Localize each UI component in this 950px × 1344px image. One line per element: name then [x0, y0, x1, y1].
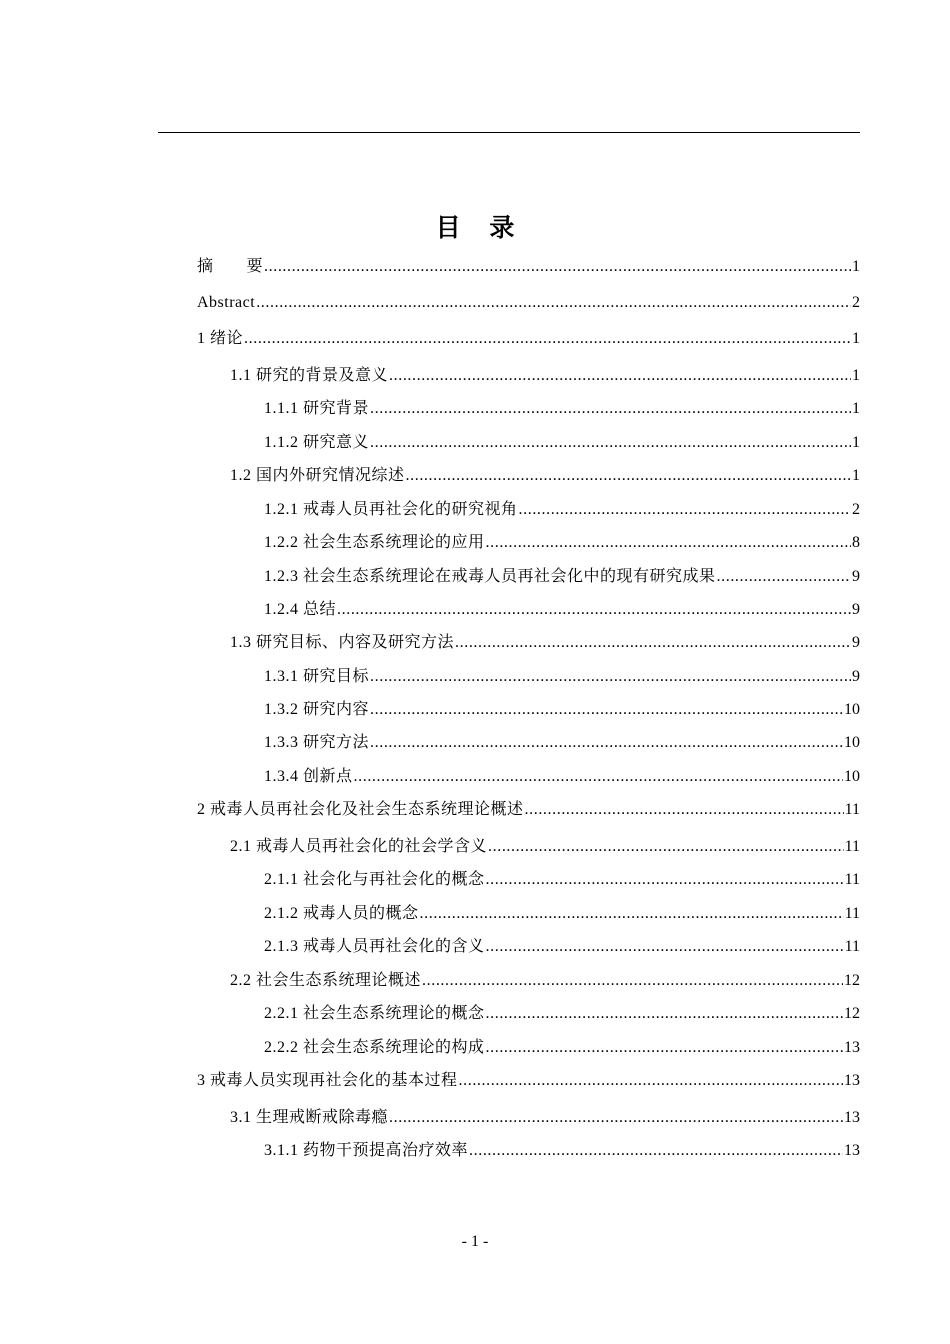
toc-entry[interactable]	[264, 1134, 860, 1168]
dot-leader	[459, 1071, 843, 1091]
toc-entry-label: 1.3.1 研究目标	[264, 668, 370, 685]
toc-entry-label: 2 戒毒人员再社会化及社会生态系统理论概述	[197, 801, 524, 818]
dot-leader	[422, 971, 843, 991]
toc-entry-label: 1.3 研究目标、内容及研究方法	[230, 634, 455, 651]
toc-entry[interactable]	[230, 1101, 860, 1135]
toc-entry-page: 11	[844, 871, 860, 888]
toc-entry-page: 2	[852, 501, 860, 518]
toc-entry-page: 1	[852, 367, 860, 384]
toc-entry[interactable]	[230, 626, 860, 660]
toc-entry-page: 13	[844, 1039, 860, 1056]
toc-entry-label: 1.3.2 研究内容	[264, 701, 370, 718]
header-rule	[158, 132, 860, 133]
toc-entry-page: 8	[852, 534, 860, 551]
toc-entry[interactable]	[230, 830, 860, 864]
toc-entry-page: 11	[844, 905, 860, 922]
toc-entry-label: 1.1.1 研究背景	[264, 400, 370, 417]
toc-entry[interactable]	[230, 964, 860, 998]
toc-entry[interactable]	[264, 1031, 860, 1065]
toc-entry[interactable]	[197, 286, 860, 320]
toc-entry-label: 2.1 戒毒人员再社会化的社会学含义	[230, 838, 488, 855]
toc-entry-label: 2.1.2 戒毒人员的概念	[264, 905, 419, 922]
dot-leader	[389, 1108, 843, 1128]
dot-leader	[486, 937, 844, 957]
toc-entry-page: 9	[852, 601, 860, 618]
dot-leader	[486, 870, 844, 890]
dot-leader	[370, 733, 843, 753]
toc-entry[interactable]	[264, 930, 860, 964]
toc-entry-label: 1.2.2 社会生态系统理论的应用	[264, 534, 485, 551]
toc-entry-page: 10	[844, 701, 860, 718]
dot-leader	[389, 366, 851, 386]
toc-entry-label: 2.2.2 社会生态系统理论的构成	[264, 1039, 485, 1056]
toc-entry-page: 11	[844, 801, 860, 818]
dot-leader	[486, 533, 851, 553]
dot-leader	[370, 433, 851, 453]
toc-entry-page: 11	[844, 938, 860, 955]
toc-entry-page: 9	[852, 668, 860, 685]
toc-entry-page: 13	[844, 1072, 860, 1089]
toc-entry[interactable]	[197, 322, 860, 356]
toc-entry-page: 1	[852, 434, 860, 451]
toc-entry[interactable]	[197, 793, 860, 827]
toc-entry-page: 12	[844, 1005, 860, 1022]
toc-entry-page: 9	[852, 568, 860, 585]
toc-entry[interactable]	[264, 493, 860, 527]
dot-leader	[256, 293, 851, 313]
dot-leader	[244, 329, 851, 349]
toc-entry-label: 1.1.2 研究意义	[264, 434, 370, 451]
toc-entry[interactable]	[230, 459, 860, 493]
dot-leader	[370, 399, 851, 419]
toc-entry-label: 2.1.1 社会化与再社会化的概念	[264, 871, 485, 888]
toc-entry-page: 12	[844, 972, 860, 989]
dot-leader	[469, 1141, 843, 1161]
toc-entry-page: 1	[852, 258, 860, 275]
toc-entry[interactable]	[197, 1064, 860, 1098]
toc-entry[interactable]	[264, 863, 860, 897]
toc-entry-label: 1.1 研究的背景及意义	[230, 367, 389, 384]
dot-leader	[370, 667, 851, 687]
toc-entry[interactable]	[264, 660, 860, 694]
toc-entry-label: 3.1 生理戒断戒除毒瘾	[230, 1109, 389, 1126]
dot-leader	[717, 567, 851, 587]
toc-entry-page: 1	[852, 400, 860, 417]
dot-leader	[354, 767, 843, 787]
dot-leader	[486, 1004, 843, 1024]
dot-leader	[406, 466, 851, 486]
dot-leader	[486, 1038, 843, 1058]
toc-entry[interactable]	[264, 426, 860, 460]
dot-leader	[420, 904, 844, 924]
toc-entry-label: 1 绪论	[197, 330, 244, 347]
toc-entry-label: 摘 要	[197, 258, 264, 275]
dot-leader	[370, 700, 843, 720]
dot-leader	[455, 633, 851, 653]
toc-entry-page: 2	[852, 294, 860, 311]
dot-leader	[337, 600, 851, 620]
toc-entry-label: 3 戒毒人员实现再社会化的基本过程	[197, 1072, 458, 1089]
toc-entry[interactable]	[264, 726, 860, 760]
dot-leader	[488, 837, 844, 857]
toc-entry[interactable]	[264, 392, 860, 426]
page-number: - 1 -	[461, 1233, 489, 1250]
toc-entry-label: 2.2 社会生态系统理论概述	[230, 972, 422, 989]
toc-entry-label: 1.2.4 总结	[264, 601, 337, 618]
toc-entry-page: 10	[844, 734, 860, 751]
toc-entry-label: 1.2.3 社会生态系统理论在戒毒人员再社会化中的现有研究成果	[264, 568, 716, 585]
toc-entry-label: Abstract	[197, 294, 256, 311]
toc-entry-label: 1.2 国内外研究情况综述	[230, 467, 405, 484]
toc-entry-page: 13	[844, 1142, 860, 1159]
toc-entry[interactable]	[230, 359, 860, 393]
toc-entry-label: 2.1.3 戒毒人员再社会化的含义	[264, 938, 485, 955]
toc-entry[interactable]	[197, 250, 860, 284]
toc-entry-label: 3.1.1 药物干预提高治疗效率	[264, 1142, 469, 1159]
page-title: 目 录	[435, 213, 525, 242]
toc-entry-page: 1	[852, 467, 860, 484]
dot-leader	[519, 500, 851, 520]
toc-entry-label: 1.3.4 创新点	[264, 768, 353, 785]
toc-entry-label: 1.2.1 戒毒人员再社会化的研究视角	[264, 501, 518, 518]
toc-entry[interactable]	[264, 526, 860, 560]
toc-entry[interactable]	[264, 997, 860, 1031]
toc-entry-page: 10	[844, 768, 860, 785]
toc-entry-page: 9	[852, 634, 860, 651]
toc-entry-label: 2.2.1 社会生态系统理论的概念	[264, 1005, 485, 1022]
toc-entry-label: 1.3.3 研究方法	[264, 734, 370, 751]
toc-entry-page: 1	[852, 330, 860, 347]
toc-entry[interactable]	[264, 897, 860, 931]
toc-entry[interactable]	[264, 560, 860, 594]
toc-entry[interactable]	[264, 693, 860, 727]
toc-entry[interactable]	[264, 760, 860, 794]
dot-leader	[525, 800, 844, 820]
toc-entry-page: 11	[844, 838, 860, 855]
dot-leader	[264, 257, 851, 277]
toc-entry[interactable]	[264, 593, 860, 627]
toc-entry-page: 13	[844, 1109, 860, 1126]
